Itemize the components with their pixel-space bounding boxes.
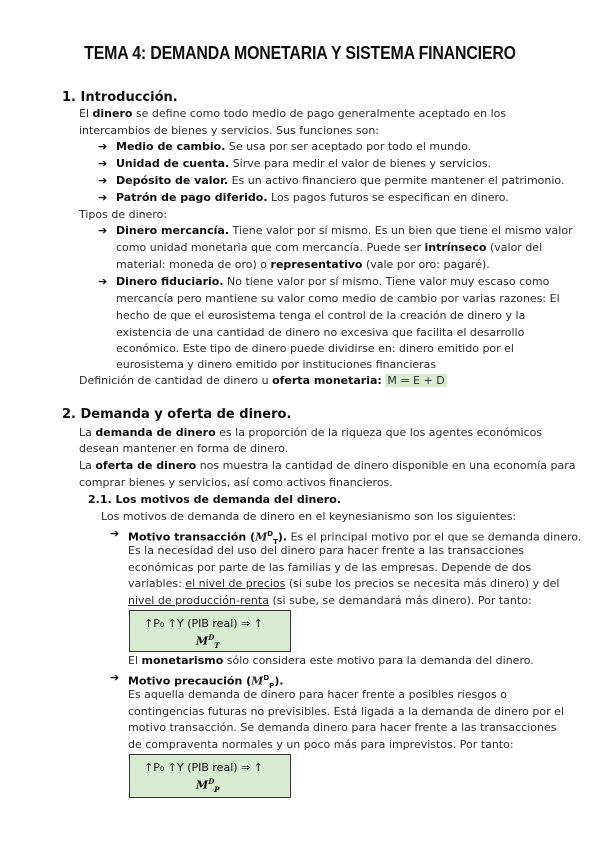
section-1-heading: 1. Introducción.	[62, 90, 178, 105]
function-item: Unidad de cuenta. Sirve para medir el valor de bienes y servicios.	[116, 157, 492, 170]
intro-line-2: intercambios de bienes y servicios. Sus funciones son:	[79, 124, 379, 137]
precaucion-line-2: contingencias futuras no previsibles. Está ligada a la demanda de dinero por el	[128, 705, 564, 718]
demanda-line-1: La demanda de dinero es la proporción de la riqueza que los agentes económicos	[79, 426, 543, 439]
fiduciario-line-1: Dinero fiduciario. No tiene valor por sí mismo. Tiene valor muy escaso como	[116, 275, 550, 288]
transaccion-formula-box: ↑P₀ ↑Y (PIB real) ⇒ ↑ $M^D_T$	[129, 610, 291, 652]
money-supply-formula: M = E + D	[387, 374, 445, 387]
arrow-right-icon: ➔	[98, 275, 108, 288]
arrow-right-icon: ➔	[98, 174, 108, 187]
fiduciario-line-5: económico. Este tipo de dinero puede dividirse en: dinero emitido por el	[116, 342, 514, 355]
oferta-monetaria-definition: Definición de cantidad de dinero u oferta monetaria: M = E + D	[79, 374, 445, 387]
transaccion-line-4: variables: el nivel de precios (si sube los precios se necesita más dinero) y del	[128, 577, 560, 590]
fiduciario-line-6: eurosistema y dinero emitido por instituciones financieras	[116, 358, 437, 371]
arrow-right-icon: ➔	[98, 224, 108, 237]
arrow-right-icon: ➔	[98, 140, 108, 153]
mercancia-line-1: Dinero mercancía. Tiene valor por sí mismo. Es un bien que tiene el mismo valor	[116, 224, 573, 237]
page-title: TEMA 4: DEMANDA MONETARIA Y SISTEMA FINANCIERO	[84, 42, 516, 63]
mercancia-line-3: material: moneda de oro) o representativo (vale por oro: pagaré).	[116, 258, 490, 271]
precaucion-line-1: Es aquella demanda de dinero para hacer frente a posibles riesgos o	[128, 688, 507, 701]
precaucion-formula-box: ↑P₀ ↑Y (PIB real) ⇒ ↑ $M^D_P$	[129, 754, 291, 798]
arrow-right-icon: ➔	[110, 671, 120, 684]
fiduciario-line-3: hecho de que el eurosistema tenga el control de la creación de dinero y la	[116, 309, 526, 322]
transaccion-line-2: Es la necesidad del uso del dinero para hacer frente a las transacciones	[128, 544, 524, 557]
oferta-line-1: La oferta de dinero nos muestra la cantidad de dinero disponible en una economía para	[79, 459, 576, 472]
precaucion-line-4: de compraventa normales y un poco más para imprevistos. Por tanto:	[128, 738, 514, 751]
transaccion-formula-symbol: $M^D_T$	[196, 633, 220, 650]
precaucion-line-3: motivo transacción. Se demanda dinero para hacer frente a las transacciones	[128, 721, 557, 734]
transaccion-line-1: Motivo transacción $(M^D_T)$. Es el principal motivo por el que se demanda dinero.	[128, 530, 582, 546]
transaccion-line-3: económicas por parte de las familias y de las empresas. Depende de dos	[128, 561, 532, 574]
fiduciario-line-4: existencia de una cantidad de dinero no excesiva que facilita el desarrollo	[116, 326, 525, 339]
subsection-intro: Los motivos de demanda de dinero en el keynesianismo son los siguientes:	[101, 510, 517, 523]
fiduciario-line-2: mercancía pero mantiene su valor como medio de cambio por varias razones: El	[116, 292, 560, 305]
monetarismo-note: El monetarismo sólo considera este motivo para la demanda del dinero.	[128, 654, 534, 667]
oferta-line-2: comprar bienes y servicios, así como activos financieros.	[79, 476, 393, 489]
arrow-right-icon: ➔	[98, 157, 108, 170]
intro-line-1: El dinero se define como todo medio de pago generalmente aceptado en los	[79, 107, 507, 120]
demanda-line-2: desean mantener en forma de dinero.	[79, 442, 289, 455]
precaucion-formula-symbol: $M^D_P$	[196, 777, 220, 794]
subsection-heading: 2.1. Los motivos de demanda del dinero.	[88, 493, 341, 506]
precaucion-heading: Motivo precaución $(M^D_P)$.	[128, 674, 284, 690]
function-item: Depósito de valor. Es un activo financiero que permite mantener el patrimonio.	[116, 174, 565, 187]
arrow-right-icon: ➔	[98, 191, 108, 204]
mercancia-line-2: como unidad monetaria que com mercancía. Puede ser intrínseco (valor del	[116, 241, 543, 254]
function-item: Patrón de pago diferido. Los pagos futuros se especifican en dinero.	[116, 191, 509, 204]
arrow-right-icon: ➔	[110, 527, 120, 540]
function-item: Medio de cambio. Se usa por ser aceptado por todo el mundo.	[116, 140, 472, 153]
section-2-heading: 2. Demanda y oferta de dinero.	[62, 407, 292, 422]
types-label: Tipos de dinero:	[79, 208, 168, 221]
transaccion-line-5: nivel de producción-renta (si sube, se demandará más dinero). Por tanto:	[128, 594, 532, 607]
